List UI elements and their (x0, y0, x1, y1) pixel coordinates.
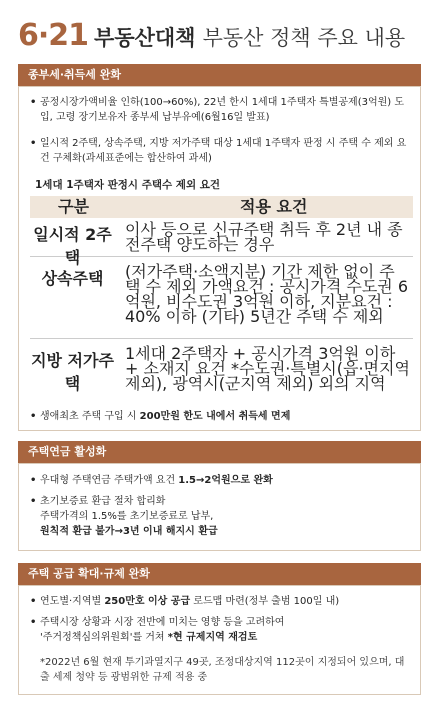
bullet-dot: • (30, 596, 37, 607)
table-header-type: 구분 (58, 197, 89, 216)
section-header-tax: 종부세·취득세 완화 (18, 64, 421, 86)
page-title (18, 18, 405, 53)
bullet-dot: • (30, 138, 37, 149)
bullet-tax-3: • 생애최초 주택 구입 시 200만원 한도 내에서 취득세 면제 (30, 411, 291, 422)
table-row: 지방 저가주택 1세대 2주택자 + 공시가격 3억원 이하 + 소재지 요건 *수도권·특별시(읍·면지역 제외), 광역시(군지역 제외) 외의 지역 (31, 344, 410, 393)
bullet-dot: • (30, 411, 37, 422)
table-title: 1세대 1주택자 판정시 주택수 제외 요건 (35, 179, 221, 191)
exclusion-table (30, 196, 413, 406)
bullet-dot: • (30, 475, 37, 486)
bullet-pension-2: • 초기보증료 환급 절차 합리화 주택가격의 1.5%를 초기보증료로 납부, 원칙적 환급 불가→3년 이내 해지시 환급 (30, 496, 218, 537)
title-sub: 부동산 정책 주요 내용 (202, 26, 406, 50)
section-header-pension: 주택연금 활성화 (18, 441, 421, 463)
table-row: 일시적 2주택 이사 등으로 신규주택 취득 후 2년 내 종전주택 양도하는 경우 (30, 218, 413, 257)
title-main: 부동산대책 (94, 26, 196, 50)
bullet-tax-1: • 공정시장가액비율 인하(100→60%), 22년 한시 1세대 1주택자 특별공제(3억원) 도입, 고령 장기보유자 종부세 납부유예(6월16일 발표) (30, 97, 405, 123)
bullet-supply-1: • 연도별·지역별 250만호 이상 공급 로드맵 마련(정부 출범 100일 내) (30, 596, 340, 607)
bullet-dot: • (30, 97, 37, 108)
table-header (30, 196, 413, 218)
title-number: 6·21 (18, 18, 89, 53)
table-header-req: 적용 요건 (240, 197, 308, 216)
bullet-pension-1: • 우대형 주택연금 주택가액 요건 1.5→2억원으로 완화 (30, 475, 273, 486)
footnote: *2022년 6월 현재 투기과열지구 49곳, 조정대상지역 112곳이 지정되어 있으며, 대출 세제 청약 등 광범위한 규제 적용 중 (40, 657, 405, 683)
bullet-tax-2: • 일시적 2주택, 상속주택, 지방 저가주택 대상 1세대 1주택자 판정 시 주택 수 제외 요건 구체화(과세표준에는 합산하여 과세) (30, 138, 407, 164)
table-row: 상속주택 (저가주택·소액지분) 기간 제한 없이 주택 수 제외 가액요건 : 공시가격 수도권 6억원, 비수도권 3억원 이하, 지분요건 : 40% 이하 (기타) 5년간 주택 수 제외 (30, 256, 413, 339)
bullet-supply-2: • 주택시장 상황과 시장 전반에 미치는 영향 등을 고려하여 '주거정책심의위원회'를 거쳐 *현 규제지역 재검토 (30, 617, 285, 643)
bullet-dot: • (30, 617, 37, 628)
bullet-dot: • (30, 496, 37, 507)
section-header-supply: 주택 공급 확대·규제 완화 (18, 563, 421, 585)
